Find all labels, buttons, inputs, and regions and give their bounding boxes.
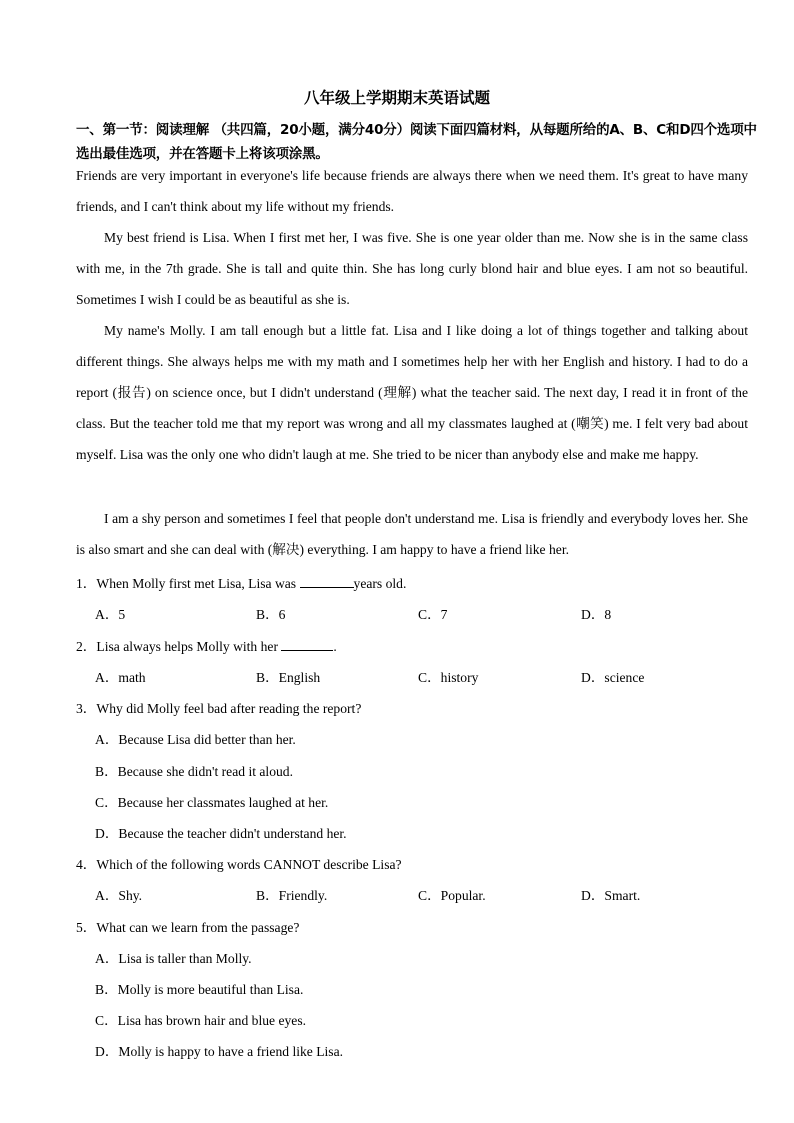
question-1	[76, 572, 756, 592]
passage-paragraph-4: I am a shy person and sometimes I feel that people don't understand me. Lisa is friendly and everybody loves her. She is also smart and she can deal with (解决) everything. I am happy to have a friend like her.	[76, 511, 748, 558]
question-4-option-a[interactable]: A．Shy.	[95, 888, 143, 903]
question-3-option-b[interactable]: B．Because she didn't read it aloud.	[95, 764, 293, 779]
question-5-option-b[interactable]: B．Molly is more beautiful than Lisa.	[95, 982, 304, 997]
question-5-option-a[interactable]: A．Lisa is taller than Molly.	[95, 951, 252, 966]
question-4-option-c[interactable]: C．Popular.	[418, 888, 486, 903]
question-5: 5．What can we learn from the passage?	[76, 920, 300, 935]
question-1-option-b[interactable]: B．6	[256, 607, 286, 622]
question-1-option-c[interactable]: C．7	[418, 607, 448, 622]
question-1-option-d[interactable]: D．8	[581, 607, 612, 622]
question-3-option-c[interactable]: C．Because her classmates laughed at her.	[95, 795, 329, 810]
section-instruction: 一、第一节：阅读理解 （共四篇，20小题，满分40分）阅读下面四篇材料，从每题所给的A、B、C和D四个选项中选出最佳选项，并在答题卡上将该项涂黑。	[76, 122, 757, 162]
passage-paragraph-1: Friends are very important in everyone's life because friends are always there when we need them. It's great to have many friends, and I can't think about my life without my friends.	[76, 168, 748, 215]
passage-paragraph-3: My name's Molly. I am tall enough but a little fat. Lisa and I like doing a lot of things together and talking about different things. She always helps me with my math and I sometimes help her with her English and history. I had to do a report (报告) on science once, but I didn't understand (理解) what the teacher said. The next day, I read it in front of the class. But the teacher told me that my report was wrong and all my classmates laughed at (嘲笑) me. I felt very bad about myself. Lisa was the only one who didn't laugh at me. She tried to be nicer than anybody else and make me happy.	[76, 323, 748, 463]
question-3: 3．Why did Molly feel bad after reading the report?	[76, 701, 362, 716]
question-5-option-d[interactable]: D．Molly is happy to have a friend like Lisa.	[95, 1044, 344, 1059]
answer-blank	[300, 574, 354, 588]
page-title: 八年级上学期期末英语试题	[303, 89, 490, 107]
question-2-option-b[interactable]: B．English	[256, 670, 321, 685]
question-4: 4．Which of the following words CANNOT describe Lisa?	[76, 857, 402, 872]
passage-paragraph-2: My best friend is Lisa. When I first met her, I was five. She is one year older than me. Now she is in the same class with me, in the 7th grade. She is tall and quite thin. She has long curly blond hair and blue eyes. I am not so beautiful. Sometimes I wish I could be as beautiful as she is.	[76, 230, 748, 308]
question-3-option-a[interactable]: A．Because Lisa did better than her.	[95, 732, 296, 747]
question-3-option-d[interactable]: D．Because the teacher didn't understand her.	[95, 826, 347, 841]
question-2-option-d[interactable]: D．science	[581, 670, 645, 685]
answer-blank	[281, 637, 333, 651]
question-2	[76, 635, 756, 655]
question-1-stem-start: 1．When Molly first met Lisa, Lisa was	[76, 576, 300, 591]
question-5-option-c[interactable]: C．Lisa has brown hair and blue eyes.	[95, 1013, 307, 1028]
question-1-stem-end: years old.	[353, 576, 407, 591]
question-2-stem-end: .	[333, 639, 337, 654]
question-2-stem-start: 2．Lisa always helps Molly with her	[76, 639, 282, 654]
question-2-option-a[interactable]: A．math	[95, 670, 146, 685]
question-2-option-c[interactable]: C．history	[418, 670, 479, 685]
question-4-option-b[interactable]: B．Friendly.	[256, 888, 328, 903]
question-4-option-d[interactable]: D．Smart.	[581, 888, 641, 903]
question-1-option-a[interactable]: A．5	[95, 607, 126, 622]
